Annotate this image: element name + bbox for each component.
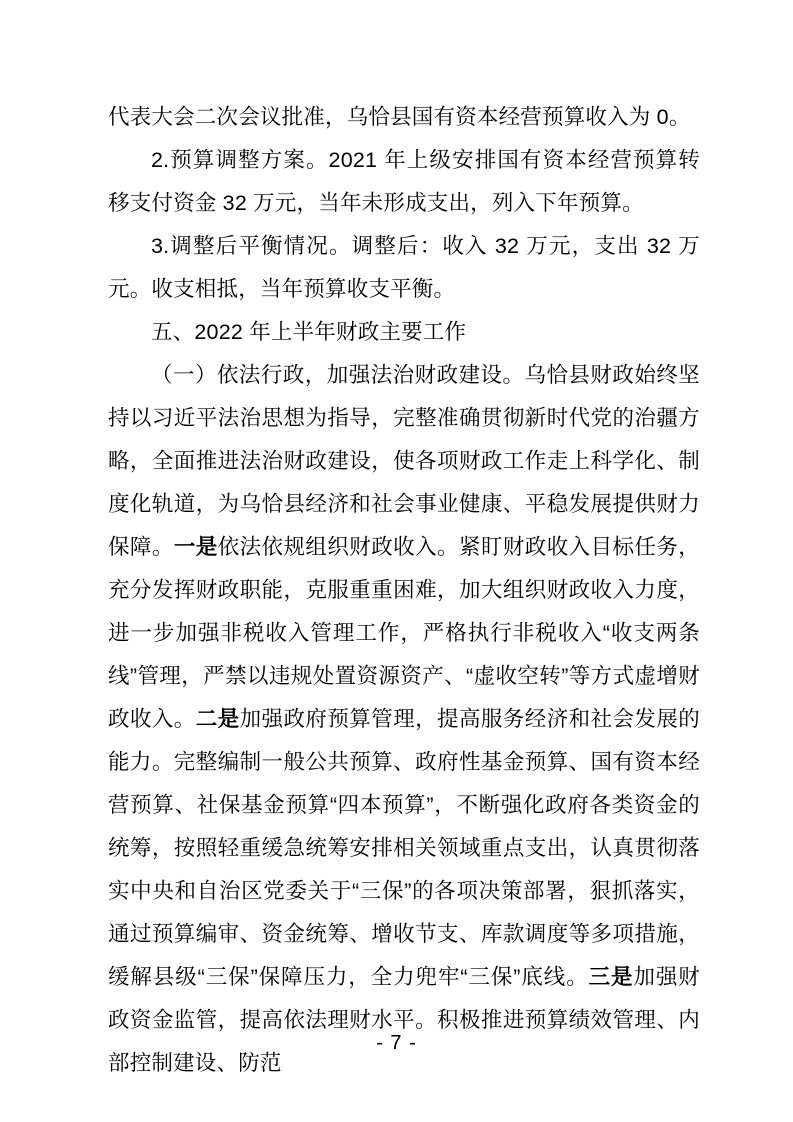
paragraph bbox=[108, 225, 700, 311]
paragraph bbox=[108, 139, 700, 225]
paragraph bbox=[108, 96, 700, 139]
paragraph bbox=[108, 354, 700, 1085]
text-run: 代表大会二次会议批准，乌恰县国有资本经营预算收入为 0。 bbox=[108, 105, 691, 129]
document-body bbox=[108, 96, 700, 1085]
section-heading bbox=[108, 311, 700, 354]
emphasis-run: 一是 bbox=[173, 535, 218, 559]
text-run: 加强财政资金监管，提高依法理财水平。积极推进预算绩效管理、内部控制建设、防范 bbox=[108, 965, 701, 1075]
emphasis-run: 三是 bbox=[588, 965, 634, 989]
text-run: 加强政府预算管理，提高服务经济和社会发展的能力。完整编制一般公共预算、政府性基金预算、国有资本经营预算、社保基金预算“四本预算”，不断强化政府各类资金的统筹，按照轻重缓急统筹安排相关领域重点支出，认真贯彻落实中央和自治区党委关于“三保”的各项决策部署，狠抓落实，通过预算编审、资金统筹、增收节支、库款调度等多项措施，缓解县级“三保”保障压力，全力兜牢“三保”底线。 bbox=[108, 707, 701, 989]
text-run: 五、2022 年上半年财政主要工作 bbox=[151, 320, 467, 344]
page-number: - 7 - bbox=[376, 1032, 417, 1054]
text-run: 2.预算调整方案。2021 年上级安排国有资本经营预算转移支付资金 32 万元，当年未形成支出，列入下年预算。 bbox=[108, 148, 700, 215]
emphasis-run: 二是 bbox=[195, 707, 240, 731]
text-run: 3.调整后平衡情况。调整后：收入 32 万元，支出 32 万元。收支相抵，当年预算收支平衡。 bbox=[108, 234, 700, 301]
text-run: 依法依规组织财政收入。紧盯财政收入目标任务，充分发挥财政职能，克服重重困难，加大组织财政收入力度，进一步加强非税收入管理工作，严格执行非税收入“收支两条线”管理，严禁以违规处置资源资产、“虚收空转”等方式虚增财政收入。 bbox=[108, 535, 700, 731]
text-run: （一）依法行政，加强法治财政建设。乌恰县财政始终坚持以习近平法治思想为指导，完整准确贯彻新时代党的治疆方略，全面推进法治财政建设，使各项财政工作走上科学化、制度化轨道，为乌恰县经济和社会事业健康、平稳发展提供财力保障。 bbox=[108, 363, 700, 559]
